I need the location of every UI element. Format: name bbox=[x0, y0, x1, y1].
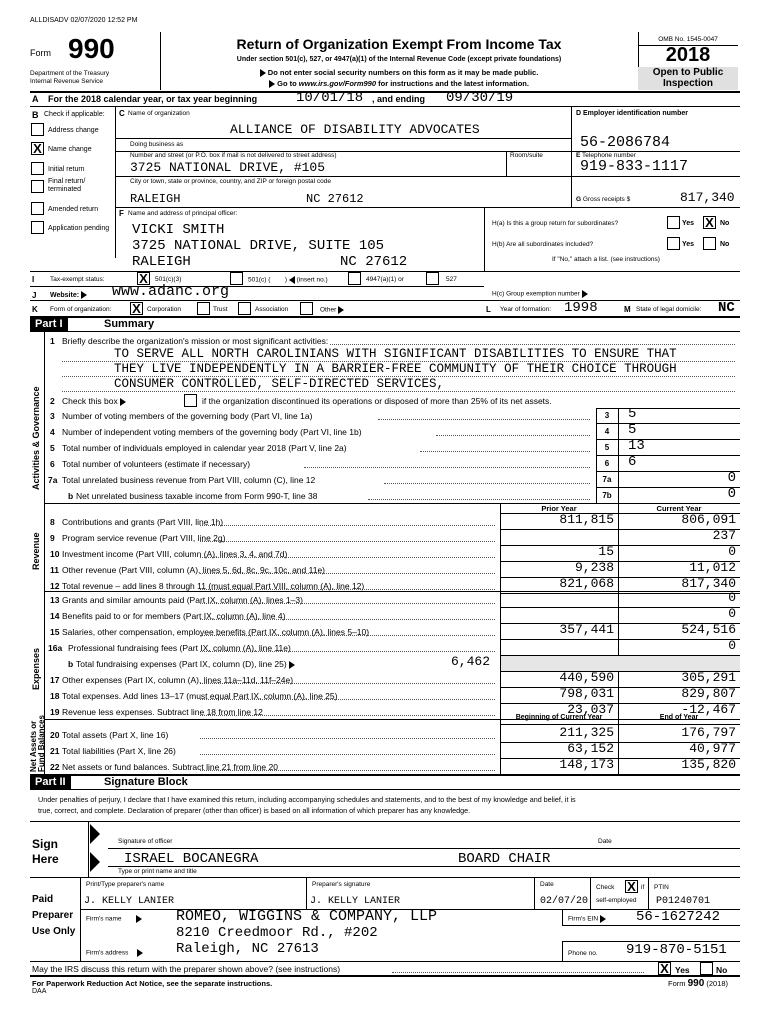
e-label: E Telephone number bbox=[576, 152, 636, 159]
c-label: C bbox=[119, 109, 125, 118]
tax-year-end[interactable]: 09/30/19 bbox=[446, 90, 514, 106]
firm-address-2[interactable]: Raleigh, NC 27613 bbox=[176, 941, 319, 957]
revenue-line-prior-value[interactable]: 821,068 bbox=[559, 576, 614, 591]
expense-line-prior-value[interactable]: 440,590 bbox=[559, 670, 614, 685]
signing-officer-title[interactable]: BOARD CHAIR bbox=[458, 851, 551, 867]
net-line-current-value[interactable]: 176,797 bbox=[681, 725, 736, 740]
line-2-post: if the organization discontinued its operations or disposed of more than 25% of its net assets. bbox=[202, 396, 552, 406]
preparer-sig-label: Preparer's signature bbox=[312, 881, 371, 888]
expense-line-text: Grants and similar amounts paid (Part IX, column (A), lines 1–3) bbox=[62, 595, 303, 605]
net-line-num: 20 bbox=[50, 730, 60, 740]
expense-line-num: 14 bbox=[50, 611, 60, 621]
officer-address[interactable]: 3725 NATIONAL DRIVE, SUITE 105 bbox=[132, 238, 385, 254]
revenue-line-num: 8 bbox=[50, 517, 55, 527]
line-5-text: Total number of individuals employed in calendar year 2018 (Part V, line 2a) bbox=[62, 443, 347, 453]
arrow-icon bbox=[338, 306, 344, 314]
g-label: G Gross receipts $ bbox=[576, 196, 631, 203]
org-street[interactable]: 3725 NATIONAL DRIVE, #105 bbox=[130, 160, 326, 175]
line-5-box: 5 bbox=[604, 443, 610, 452]
footer-form: Form 990 (2018) bbox=[668, 978, 729, 989]
501c-checkbox[interactable] bbox=[230, 272, 243, 285]
arrow-icon bbox=[120, 398, 126, 406]
revenue-line-current-value[interactable]: 0 bbox=[728, 544, 736, 559]
current-year-header: Current Year bbox=[656, 504, 702, 513]
leader-dots bbox=[200, 738, 495, 739]
revenue-line-prior-value[interactable]: 15 bbox=[598, 544, 614, 559]
expense-line-current-value[interactable]: 524,516 bbox=[681, 622, 736, 637]
prior-year-header: Prior Year bbox=[541, 504, 577, 513]
firm-address-label: Firm's address bbox=[86, 949, 143, 957]
self-employed-checkbox[interactable]: X bbox=[625, 880, 638, 893]
form-title: Return of Organization Exempt From Income Tax bbox=[236, 36, 562, 52]
part-1-label: Part I bbox=[30, 317, 68, 331]
line-16b-text: Total fundraising expenses (Part IX, column (D), line 25) bbox=[76, 659, 295, 669]
arrow-left-icon bbox=[289, 276, 295, 284]
arrow-icon bbox=[136, 915, 142, 923]
paid-label: Paid bbox=[32, 894, 54, 905]
firm-ein-label: Firm's EIN bbox=[568, 915, 606, 923]
principal-officer-label: Name and address of principal officer: bbox=[128, 210, 238, 217]
arrow-icon bbox=[260, 69, 266, 77]
association-label: Association bbox=[255, 306, 289, 313]
527-label: 527 bbox=[446, 276, 457, 283]
part-2-title: Signature Block bbox=[104, 776, 188, 788]
expense-line-current-value[interactable]: 0 bbox=[728, 590, 736, 605]
revenue-line-text: Other revenue (Part VIII, column (A), lines 5, 6d, 8c, 9c, 10c, and 11e) bbox=[62, 565, 325, 575]
instructions-line: Go to www.irs.gov/Form990 for instructions and the latest information. bbox=[160, 79, 638, 88]
print-stamp: ALLDISADV 02/07/2020 12:52 PM bbox=[30, 17, 138, 24]
mission-line-2: THEY LIVE INDEPENDENTLY IN A BARRIER-FREE COMMUNITY OF THEIR CHOICE THROUGH bbox=[114, 362, 677, 376]
penalty-text-2: true, correct, and complete. Declaration of preparer (other than officer) is based on all information of which preparer has any knowledge. bbox=[38, 806, 471, 815]
application-pending-label: Application pending bbox=[48, 225, 110, 232]
form-subtitle: Under section 501(c), 527, or 4947(a)(1) of the Internal Revenue Code (except private foundations) bbox=[236, 56, 562, 63]
expense-line-current-value[interactable]: 829,807 bbox=[681, 686, 736, 701]
ptin-label: PTIN bbox=[654, 884, 669, 891]
l-label: L bbox=[486, 305, 491, 314]
ha-question: H(a) Is this a group return for subordinates? bbox=[492, 220, 619, 227]
revenue-line-num: 11 bbox=[50, 565, 59, 575]
expense-line-current-value[interactable]: 0 bbox=[728, 638, 736, 653]
penalty-text-1: Under penalties of perjury, I declare that I have examined this return, including accompanying schedules and statements, and to the best of my knowledge and belief, it is bbox=[38, 795, 576, 804]
trust-checkbox[interactable] bbox=[197, 302, 210, 315]
org-state-zip[interactable]: NC 27612 bbox=[306, 192, 364, 206]
line-16b-num: b bbox=[68, 659, 74, 669]
omb-number: OMB No. 1545-0047 bbox=[658, 36, 718, 43]
line-4-value[interactable]: 5 bbox=[628, 422, 637, 438]
initial-return-checkbox[interactable] bbox=[31, 162, 44, 175]
expense-line-current-value[interactable]: 305,291 bbox=[681, 670, 736, 685]
preparer-name[interactable]: J. KELLY LANIER bbox=[84, 896, 175, 907]
ha-yes-checkbox[interactable] bbox=[667, 216, 680, 229]
application-pending-checkbox[interactable] bbox=[31, 221, 44, 234]
open-public: Open to Public bbox=[652, 67, 724, 78]
arrow-icon bbox=[289, 661, 295, 669]
net-line-prior-value[interactable]: 211,325 bbox=[559, 725, 614, 740]
line-5-value[interactable]: 13 bbox=[628, 438, 645, 454]
address-change-checkbox[interactable] bbox=[31, 123, 44, 136]
side-expenses: Expenses bbox=[31, 647, 41, 690]
line-7a-num: 7a bbox=[48, 475, 58, 485]
form-number: 990 bbox=[68, 33, 115, 64]
arrow-icon bbox=[81, 291, 87, 299]
other-label: Other bbox=[320, 306, 344, 314]
line-7b-box: 7b bbox=[602, 491, 612, 500]
officer-name[interactable]: VICKI SMITH bbox=[132, 222, 225, 238]
revenue-line-num: 9 bbox=[50, 533, 55, 543]
revenue-line-current-value[interactable]: 11,012 bbox=[689, 560, 736, 575]
line-2-pre: Check this box bbox=[62, 396, 126, 406]
domicile-label: State of legal domicile: bbox=[636, 306, 702, 313]
domicile-state[interactable]: NC bbox=[718, 300, 735, 316]
firm-name[interactable]: ROMEO, WIGGINS & COMPANY, LLP bbox=[176, 908, 438, 925]
preparer-ptin[interactable]: P01240701 bbox=[656, 896, 711, 907]
hb-yes-label: Yes bbox=[682, 241, 695, 248]
sign-date-label: Date bbox=[598, 838, 612, 845]
expense-line-text: Other expenses (Part IX, column (A), lines 11a–11d, 11f–24e) bbox=[62, 675, 294, 685]
expense-line-text: Total expenses. Add lines 13–17 (must equal Part IX, column (A), line 25) bbox=[62, 691, 338, 701]
line-6-text: Total number of volunteers (estimate if necessary) bbox=[62, 459, 251, 469]
sign-label: Sign bbox=[32, 837, 58, 851]
net-line-current-value[interactable]: 40,977 bbox=[689, 741, 736, 756]
revenue-line-current-value[interactable]: 806,091 bbox=[681, 512, 736, 527]
discuss-no-checkbox[interactable] bbox=[700, 962, 713, 975]
form-of-org-label: Form of organization: bbox=[50, 306, 112, 313]
expense-line-num: 15 bbox=[50, 627, 60, 637]
sign-arrow-icon bbox=[90, 852, 100, 872]
firm-ein[interactable]: 56-1627242 bbox=[636, 909, 721, 925]
arrow-icon bbox=[600, 915, 606, 923]
m-label: M bbox=[624, 305, 631, 314]
line-7b-value[interactable]: 0 bbox=[727, 486, 736, 502]
line-1-num: 1 bbox=[50, 336, 55, 346]
prep-date-label: Date bbox=[540, 881, 554, 888]
expense-line-num: 17 bbox=[50, 675, 60, 685]
expense-line-num: 13 bbox=[50, 595, 60, 605]
net-line-text: Total assets (Part X, line 16) bbox=[62, 730, 169, 740]
trust-label: Trust bbox=[213, 306, 228, 313]
phone-value[interactable]: 919-833-1117 bbox=[580, 158, 689, 175]
hc-label: H(c) Group exemption number bbox=[492, 290, 588, 298]
leader-dots bbox=[200, 754, 495, 755]
expense-line-text: Revenue less expenses. Subtract line 18 from line 12 bbox=[62, 707, 263, 717]
final-return-checkbox[interactable] bbox=[31, 180, 44, 193]
firm-phone[interactable]: 919-870-5151 bbox=[626, 942, 727, 958]
line-6-value[interactable]: 6 bbox=[628, 454, 637, 470]
discontinued-checkbox[interactable] bbox=[184, 394, 197, 407]
hb-no-label: No bbox=[720, 241, 730, 248]
beginning-year-header: Beginning of Current Year bbox=[515, 714, 603, 721]
amended-return-checkbox[interactable] bbox=[31, 202, 44, 215]
line-4-box: 4 bbox=[604, 427, 610, 436]
section-rule bbox=[44, 591, 740, 592]
line-16b-value[interactable]: 6,462 bbox=[450, 654, 490, 669]
revenue-line-text: Total revenue – add lines 8 through 11 (must equal Part VIII, column (A), line 12) bbox=[62, 581, 365, 591]
side-activities: Activities & Governance bbox=[31, 386, 41, 490]
year-formation-label: Year of formation: bbox=[500, 306, 552, 313]
line-5-num: 5 bbox=[50, 443, 55, 453]
line-6-box: 6 bbox=[604, 459, 610, 468]
expense-line-num: 18 bbox=[50, 691, 60, 701]
hb-note: If "No," attach a list. (see instructions) bbox=[552, 256, 660, 263]
firm-name-label: Firm's name bbox=[86, 915, 142, 923]
corporation-checkbox[interactable]: X bbox=[130, 302, 143, 315]
officer-signature-label: Signature of officer bbox=[118, 838, 173, 845]
preparer-date[interactable]: 02/07/20 bbox=[540, 896, 589, 907]
b-label: B bbox=[32, 110, 39, 120]
form-word: Form bbox=[30, 48, 51, 58]
expense-line-current-value[interactable]: 0 bbox=[728, 606, 736, 621]
other-checkbox[interactable] bbox=[300, 302, 313, 315]
expense-line-text: Professional fundraising fees (Part IX, column (A), line 11e) bbox=[68, 643, 291, 653]
irs-label: Internal Revenue Service bbox=[30, 78, 103, 85]
527-checkbox[interactable] bbox=[426, 272, 439, 285]
501c3-label: 501(c)(3) bbox=[155, 276, 182, 283]
daa-label: DAA bbox=[32, 988, 47, 995]
association-checkbox[interactable] bbox=[238, 302, 251, 315]
year-formation[interactable]: 1998 bbox=[564, 300, 598, 316]
address-change-label: Address change bbox=[48, 127, 99, 134]
i-label: I bbox=[32, 275, 35, 284]
city-label: City or town, state or province, country, and ZIP or foreign postal code bbox=[130, 178, 331, 185]
tax-year: 2018 bbox=[665, 44, 711, 66]
line-a-text: For the 2018 calendar year, or tax year beginning bbox=[48, 94, 258, 104]
line-1-text: Briefly describe the organization's mission or most significant activities: bbox=[62, 336, 329, 346]
leader-dots bbox=[200, 525, 495, 526]
net-line-num: 22 bbox=[50, 762, 60, 772]
here-label: Here bbox=[32, 852, 59, 866]
discuss-no-label: No bbox=[716, 965, 728, 975]
officer-state-zip[interactable]: NC 27612 bbox=[340, 254, 408, 270]
irs-url[interactable]: www.irs.gov/Form990 bbox=[298, 79, 377, 88]
net-line-num: 21 bbox=[50, 746, 60, 756]
arrow-icon bbox=[269, 80, 275, 88]
f-label: F bbox=[119, 209, 124, 218]
net-line-prior-value[interactable]: 148,173 bbox=[559, 757, 614, 772]
4947-checkbox[interactable] bbox=[348, 272, 361, 285]
room-suite-label: Room/suite bbox=[510, 152, 543, 159]
corporation-label: Corporation bbox=[147, 306, 181, 313]
phone-label: Phone no. bbox=[568, 950, 598, 957]
expense-line-current-value[interactable]: -12,467 bbox=[681, 702, 736, 717]
tax-exempt-label: Tax-exempt status: bbox=[50, 276, 105, 283]
initial-return-label: Initial return bbox=[48, 166, 85, 173]
inspection: Inspection bbox=[662, 78, 713, 89]
preparer-signature[interactable]: J. KELLY LANIER bbox=[310, 896, 401, 907]
print-name-label: Print/Type preparer's name bbox=[86, 881, 165, 888]
ha-no-label: No bbox=[720, 220, 730, 227]
sign-arrow-icon bbox=[90, 824, 100, 844]
line-3-text: Number of voting members of the governing body (Part VI, line 1a) bbox=[62, 411, 313, 421]
hb-question: H(b) Are all subordinates included? bbox=[492, 241, 594, 248]
revenue-line-text: Program service revenue (Part VIII, line 2g) bbox=[62, 533, 226, 543]
501c3-checkbox[interactable]: X bbox=[137, 272, 150, 285]
revenue-line-prior-value[interactable]: 9,238 bbox=[574, 560, 614, 575]
line-3-box: 3 bbox=[604, 411, 610, 420]
expense-line-num: 19 bbox=[50, 707, 60, 717]
expense-line-prior-value[interactable]: 357,441 bbox=[559, 622, 614, 637]
line-4-text: Number of independent voting members of the governing body (Part VI, line 1b) bbox=[62, 427, 362, 437]
ha-no-checkbox[interactable]: X bbox=[703, 216, 716, 229]
revenue-line-num: 12 bbox=[50, 581, 60, 591]
type-name-label: Type or print name and title bbox=[118, 868, 197, 875]
net-line-current-value[interactable]: 135,820 bbox=[681, 757, 736, 772]
website-value[interactable]: www.adanc.org bbox=[112, 283, 230, 300]
line-7b-num: b bbox=[68, 491, 74, 501]
revenue-line-num: 10 bbox=[50, 549, 60, 559]
expense-line-text: Benefits paid to or for members (Part IX, column (A), line 4) bbox=[62, 611, 286, 621]
net-line-prior-value[interactable]: 63,152 bbox=[567, 741, 614, 756]
check-label: Check bbox=[596, 884, 615, 891]
gross-receipts[interactable]: 817,340 bbox=[680, 190, 735, 205]
dba-label: Doing business as bbox=[130, 141, 184, 148]
revenue-line-prior-value[interactable]: 811,815 bbox=[559, 512, 614, 527]
expense-line-prior-value[interactable]: 23,037 bbox=[567, 702, 614, 717]
expense-line-num: 16a bbox=[48, 643, 63, 653]
revenue-line-text: Investment income (Part VIII, column (A), lines 3, 4, and 7d) bbox=[62, 549, 288, 559]
part-1-title: Summary bbox=[104, 318, 155, 330]
line-7a-text: Total unrelated business revenue from Part VIII, column (C), line 12 bbox=[62, 475, 316, 485]
net-line-text: Net assets or fund balances. Subtract line 21 from line 20 bbox=[62, 762, 278, 772]
and-ending: , and ending bbox=[372, 94, 425, 104]
discuss-yes-label: Yes bbox=[675, 965, 690, 975]
expense-line-prior-value[interactable]: 798,031 bbox=[559, 686, 614, 701]
org-city[interactable]: RALEIGH bbox=[130, 192, 181, 206]
ssn-instruction: Do not enter social security numbers on this form as it may be made public. bbox=[160, 68, 638, 77]
self-employed-label: self-employed bbox=[596, 897, 637, 904]
dept-treasury: Department of the Treasury bbox=[30, 70, 110, 77]
mission-line-3: CONSUMER CONTROLLED, SELF-DIRECTED SERVICES, bbox=[114, 377, 445, 391]
if-label: if bbox=[641, 884, 645, 891]
discuss-question: May the IRS discuss this return with the preparer shown above? (see instructions) bbox=[32, 964, 341, 974]
ha-yes-label: Yes bbox=[682, 220, 695, 227]
check-if-applicable: Check if applicable: bbox=[44, 111, 105, 118]
ein-value[interactable]: 56-2086784 bbox=[580, 134, 671, 151]
hb-no-checkbox[interactable] bbox=[703, 237, 716, 250]
name-change-checkbox[interactable]: X bbox=[31, 142, 44, 155]
4947-label: 4947(a)(1) or bbox=[366, 276, 404, 283]
street-label: Number and street (or P.O. box if mail is not delivered to street address) bbox=[130, 152, 337, 159]
side-revenue: Revenue bbox=[31, 532, 41, 570]
arrow-icon bbox=[137, 949, 143, 957]
line-3-value[interactable]: 5 bbox=[628, 406, 637, 422]
final-return-label: Final return/ terminated bbox=[48, 178, 86, 193]
part-2-label: Part II bbox=[30, 775, 71, 789]
d-label: D Employer identification number bbox=[576, 110, 689, 117]
expense-line-text: Salaries, other compensation, employee benefits (Part IX, column (A), lines 5–10) bbox=[62, 627, 370, 637]
website-label: Website: bbox=[50, 291, 87, 299]
amended-return-label: Amended return bbox=[48, 206, 99, 213]
revenue-line-current-value[interactable]: 817,340 bbox=[681, 576, 736, 591]
name-change-label: Name change bbox=[48, 146, 92, 153]
line-7a-value[interactable]: 0 bbox=[727, 470, 736, 486]
line-7b-text: Net unrelated business taxable income from Form 990-T, line 38 bbox=[76, 491, 318, 501]
mission-line-1: TO SERVE ALL NORTH CAROLINIANS WITH SIGNIFICANT DISABILITIES TO ENSURE THAT bbox=[114, 347, 677, 361]
officer-city[interactable]: RALEIGH bbox=[132, 254, 191, 270]
line-6-num: 6 bbox=[50, 459, 55, 469]
shaded-cell bbox=[501, 656, 740, 671]
use-only-label: Use Only bbox=[32, 926, 76, 937]
firm-address-1[interactable]: 8210 Creedmoor Rd., #202 bbox=[176, 925, 378, 941]
line-4-num: 4 bbox=[50, 427, 55, 437]
501c-label: 501(c) ( ) (insert no.) bbox=[248, 276, 328, 284]
org-name[interactable]: ALLIANCE OF DISABILITY ADVOCATES bbox=[230, 122, 480, 137]
leader-dots bbox=[200, 541, 495, 542]
line-a-label: A bbox=[32, 94, 39, 104]
j-label: J bbox=[32, 291, 37, 300]
k-label: K bbox=[32, 305, 38, 314]
arrow-icon bbox=[582, 290, 588, 298]
org-name-label: Name of organization bbox=[128, 110, 190, 117]
discuss-yes-checkbox[interactable]: X bbox=[658, 962, 671, 975]
net-line-text: Total liabilities (Part X, line 26) bbox=[62, 746, 176, 756]
line-2-num: 2 bbox=[50, 396, 55, 406]
revenue-line-text: Contributions and grants (Part VIII, line 1h) bbox=[62, 517, 224, 527]
end-year-header: End of Year bbox=[659, 714, 699, 721]
preparer-label: Preparer bbox=[32, 910, 74, 921]
line-3-num: 3 bbox=[50, 411, 55, 421]
side-net-assets: Net Assets or Fund Balances bbox=[29, 715, 46, 772]
signing-officer-name[interactable]: ISRAEL BOCANEGRA bbox=[124, 851, 259, 867]
paperwork-notice: For Paperwork Reduction Act Notice, see the separate instructions. bbox=[32, 979, 273, 988]
revenue-line-current-value[interactable]: 237 bbox=[712, 528, 736, 543]
line-7a-box: 7a bbox=[602, 475, 612, 484]
tax-year-begin[interactable]: 10/01/18 bbox=[296, 90, 364, 106]
hb-yes-checkbox[interactable] bbox=[667, 237, 680, 250]
